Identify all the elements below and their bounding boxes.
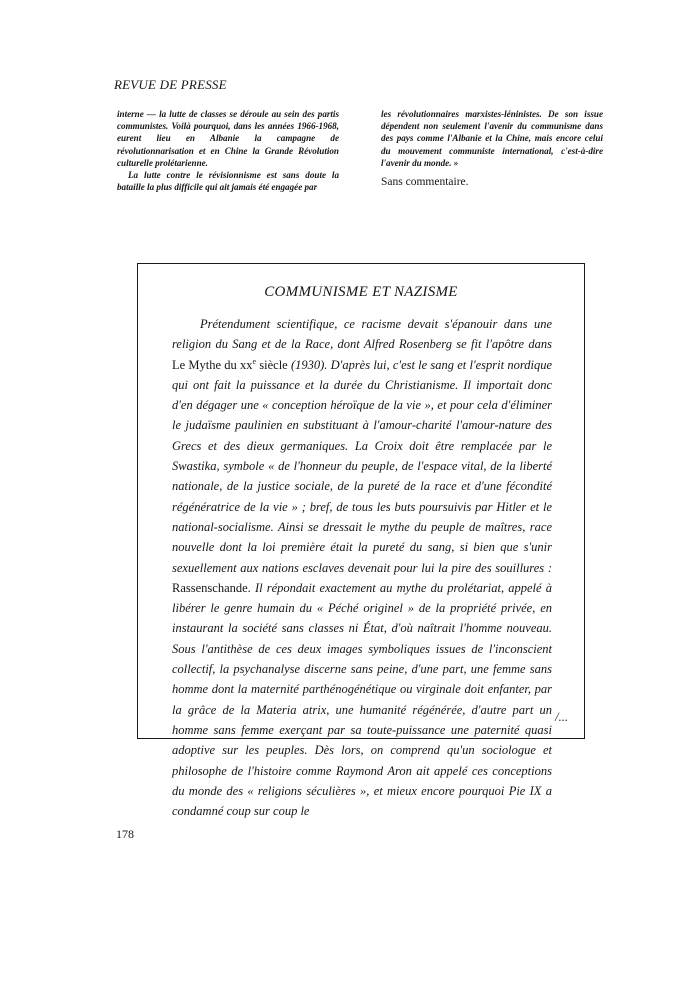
- box-title: COMMUNISME ET NAZISME: [264, 284, 458, 300]
- book-title: [172, 358, 288, 372]
- body-text-part-2: (1930). D'après lui, c'est le sang et l'esprit nordique qui ont fait la puissance et la durée du Christianisme. Il importait donc d'en dégager une « conception héroïque de la vie », et pour cela d'éliminer le judaïsme paulinien en substituant à l'amour-charité l'amour-nature des Grecs et des dieux germaniques. La Croix doit être remplacée par le Swastika, symbole « de l'honneur du peuple, de l'espace vital, de la liberté nationale, de la justice sociale, de la pureté de la race et d'une fécondité régénératrice de la vie » ; bref, de tous les buts poursuivis par Hitler et le national-socialisme. Ainsi se dressait le mythe du peuple de maîtres, race nouvelle dont la loi première était la pureté du sang, si bien que s'unir sexuellement aux nations esclaves devenait pour lui la pire des souillures :: [172, 357, 552, 575]
- left-column: [117, 108, 339, 193]
- left-column-paragraph-2: La lutte contre le révisionnisme est sans doute la bataille la plus difficile qui ait jamais été engagée par: [117, 170, 339, 193]
- continued-marker: /...: [555, 710, 568, 724]
- body-text-part-3: Il répondait exactement au mythe du prolétariat, appelé à libérer le genre humain du « Péché originel » de la propriété privée, en instaurant la société sans classes ni État, d'où naîtrait l'homme nouveau. Sous l'antithèse de ces deux images symboliques issues de l'inconscient collectif, la psychanalyse discerne sans peine, d'une part, une femme sans homme dont la maternité parthénogénétique ou virginale doit enfanter, par la grâce de la Materia atrix, une humanité régénérée, d'autre part un homme sans femme exerçant par sa toute-puissance une paternité quasi adoptive sur les peuples. Dès lors, on comprend qu'un sociologue et philosophe de l'histoire comme Raymond Aron ait appelé ces conceptions du monde des « religions séculières », et mieux encore pourquoi Pie IX a condamné coup sur coup le: [172, 580, 552, 819]
- boxed-excerpt: [137, 263, 585, 819]
- left-column-paragraph-1: interne — la lutte de classes se déroule au sein des partis communistes. Voilà pourquoi, dans les années 1966-1968, eurent lieu en Albanie la campagne de révolutionnarisation et en Chine la Grande Révolution culturelle prolétarienne.: [117, 109, 339, 168]
- page-number: 178: [116, 827, 134, 841]
- body-text-part-1: Prétendument scientifique, ce racisme devait s'épanouir dans une religion du Sang et de la Race, dont Alfred Rosenberg se fit l'apôtre dans: [172, 317, 552, 352]
- term-rassenschande: Rassenschande.: [172, 580, 251, 595]
- box-body-text: [172, 314, 552, 821]
- book-title-main: Le Mythe du xx: [172, 357, 253, 372]
- running-head: REVUE DE PRESSE: [114, 77, 227, 92]
- right-column-paragraph-1: les révolutionnaires marxistes-léninistes. De son issue dépendent non seulement l'avenir du communisme dans des pays comme l'Albanie et la Chine, mais encore celui du mouvement communiste international, c'est-à-dire l'avenir du monde. »: [381, 109, 603, 168]
- right-column: [381, 108, 603, 188]
- book-title-superscript: e: [252, 356, 257, 366]
- closing-remark: Sans commentaire.: [381, 176, 469, 189]
- book-title-suffix: siècle: [256, 357, 288, 372]
